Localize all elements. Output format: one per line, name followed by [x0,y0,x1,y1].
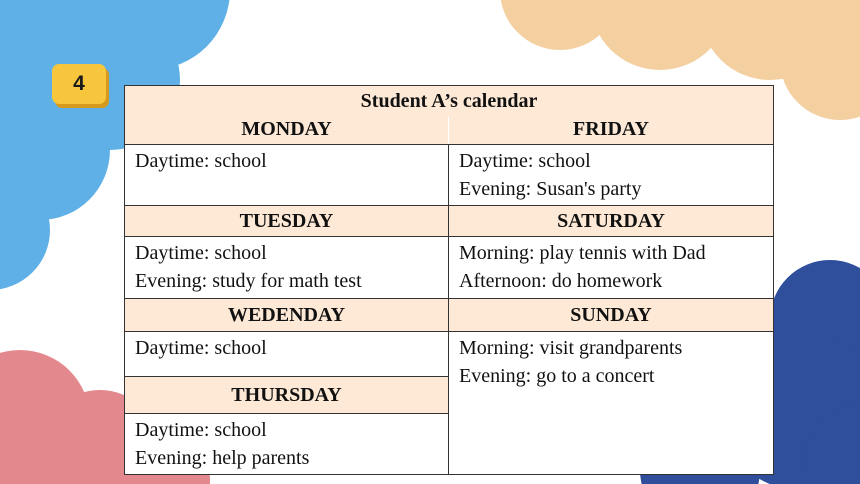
grid-line [125,298,773,299]
monday-entry-1: Daytime: school [135,150,267,172]
friday-entry-1: Daytime: school [459,150,591,172]
grid-line [125,413,448,414]
saturday-entries [449,237,773,299]
sunday-entries [449,332,773,474]
question-number-badge: 4 [52,64,106,104]
saturday-entry-2: Afternoon: do homework [459,270,663,292]
sunday-entry-1: Morning: visit grandparents [459,337,683,359]
monday-entries [125,145,448,205]
grid-line [448,144,449,474]
thursday-entry-2: Evening: help parents [135,447,310,469]
friday-entry-2: Evening: Susan's party [459,178,642,200]
day-header-saturday: SATURDAY [449,206,773,236]
thursday-entry-1: Daytime: school [135,419,267,441]
sunday-entry-2: Evening: go to a concert [459,365,655,387]
grid-line [125,205,773,206]
tuesday-entry-1: Daytime: school [135,242,267,264]
grid-line [125,376,448,377]
tuesday-entry-2: Evening: study for math test [135,270,362,292]
day-header-tuesday: TUESDAY [125,206,448,236]
calendar-table [124,85,774,475]
thursday-entries [125,414,448,474]
day-header-monday: MONDAY [125,114,448,144]
day-header-friday: FRIDAY [449,114,773,144]
friday-entries [449,145,773,205]
wednesday-entry-1: Daytime: school [135,337,267,359]
grid-line [125,236,773,237]
day-header-sunday: SUNDAY [449,299,773,331]
day-header-wednesday: WEDENDAY [125,299,448,331]
saturday-entry-1: Morning: play tennis with Dad [459,242,706,264]
calendar-title: Student A’s calendar [125,86,773,117]
tuesday-entries [125,237,448,299]
grid-line [125,331,773,332]
wednesday-entries [125,332,448,376]
grid-line [125,144,773,145]
day-header-thursday: THURSDAY [125,377,448,413]
